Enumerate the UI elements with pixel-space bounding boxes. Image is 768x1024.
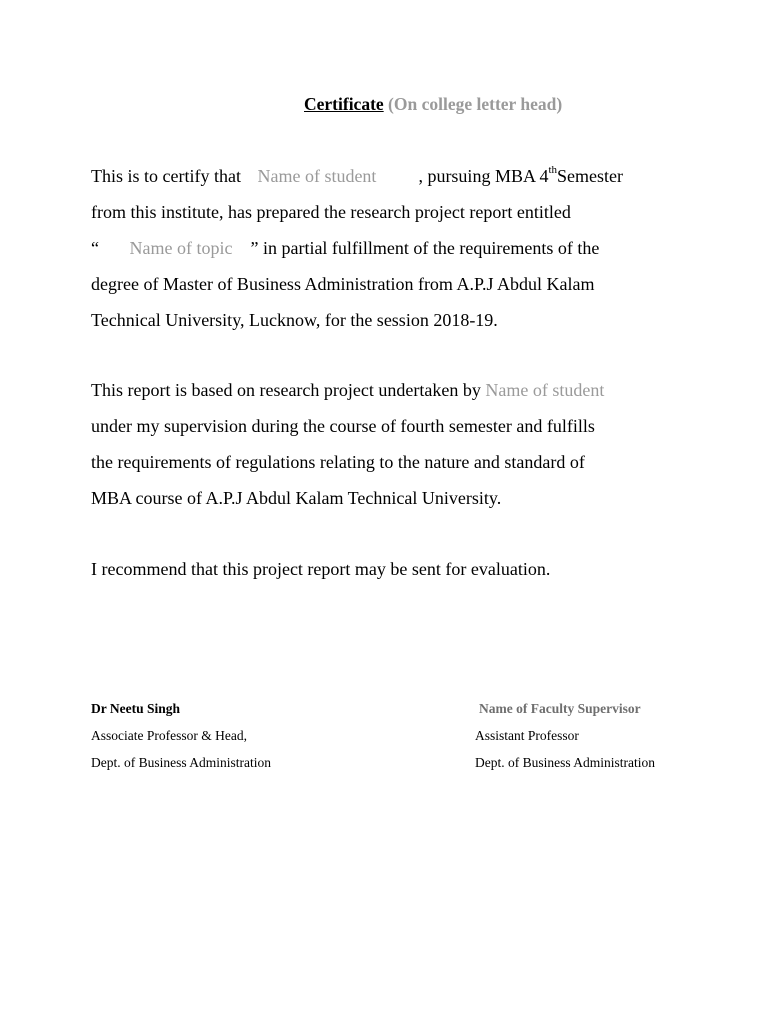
signatory-hod [91, 695, 271, 776]
para2-line2: under my supervision during the course of fourth semester and fulfills [91, 416, 595, 436]
hod-department: Dept. of Business Administration [91, 755, 271, 770]
student-name-placeholder: Name of student [485, 380, 605, 400]
certificate-title [304, 94, 562, 115]
ordinal-suffix: th [548, 164, 558, 176]
hod-designation: Associate Professor & Head, [91, 728, 247, 743]
signatory-supervisor [475, 695, 655, 776]
para2-line3: the requirements of regulations relating to the nature and standard of [91, 452, 585, 472]
student-name-placeholder: Name of student [257, 166, 377, 186]
para2-line1: This report is based on research project undertaken by Name of student [91, 380, 605, 400]
supervisor-designation: Assistant Professor [475, 728, 579, 743]
title-main: Certificate [304, 94, 384, 114]
para2-line4: MBA course of A.P.J Abdul Kalam Technical University. [91, 488, 502, 508]
certification-paragraph [91, 158, 677, 338]
hod-name: Dr Neetu Singh [91, 701, 181, 716]
supervisor-department: Dept. of Business Administration [475, 755, 655, 770]
para1-line5: Technical University, Lucknow, for the session 2018-19. [91, 310, 498, 330]
supervisor-name-placeholder: Name of Faculty Supervisor [479, 701, 641, 716]
title-note: (On college letter head) [388, 94, 563, 114]
para1-line3: “ Name of topic ” in partial fulfillment of the requirements of the [91, 238, 600, 258]
recommendation-paragraph [91, 551, 677, 587]
para1-line2: from this institute, has prepared the research project report entitled [91, 202, 571, 222]
para1-line4: degree of Master of Business Administration from A.P.J Abdul Kalam [91, 274, 595, 294]
topic-name-placeholder: Name of topic [129, 238, 233, 258]
report-paragraph [91, 372, 677, 516]
para3-line1: I recommend that this project report may be sent for evaluation. [91, 559, 551, 579]
para1-line1: This is to certify that Name of student , pursuing MBA 4thSemester [91, 164, 624, 186]
